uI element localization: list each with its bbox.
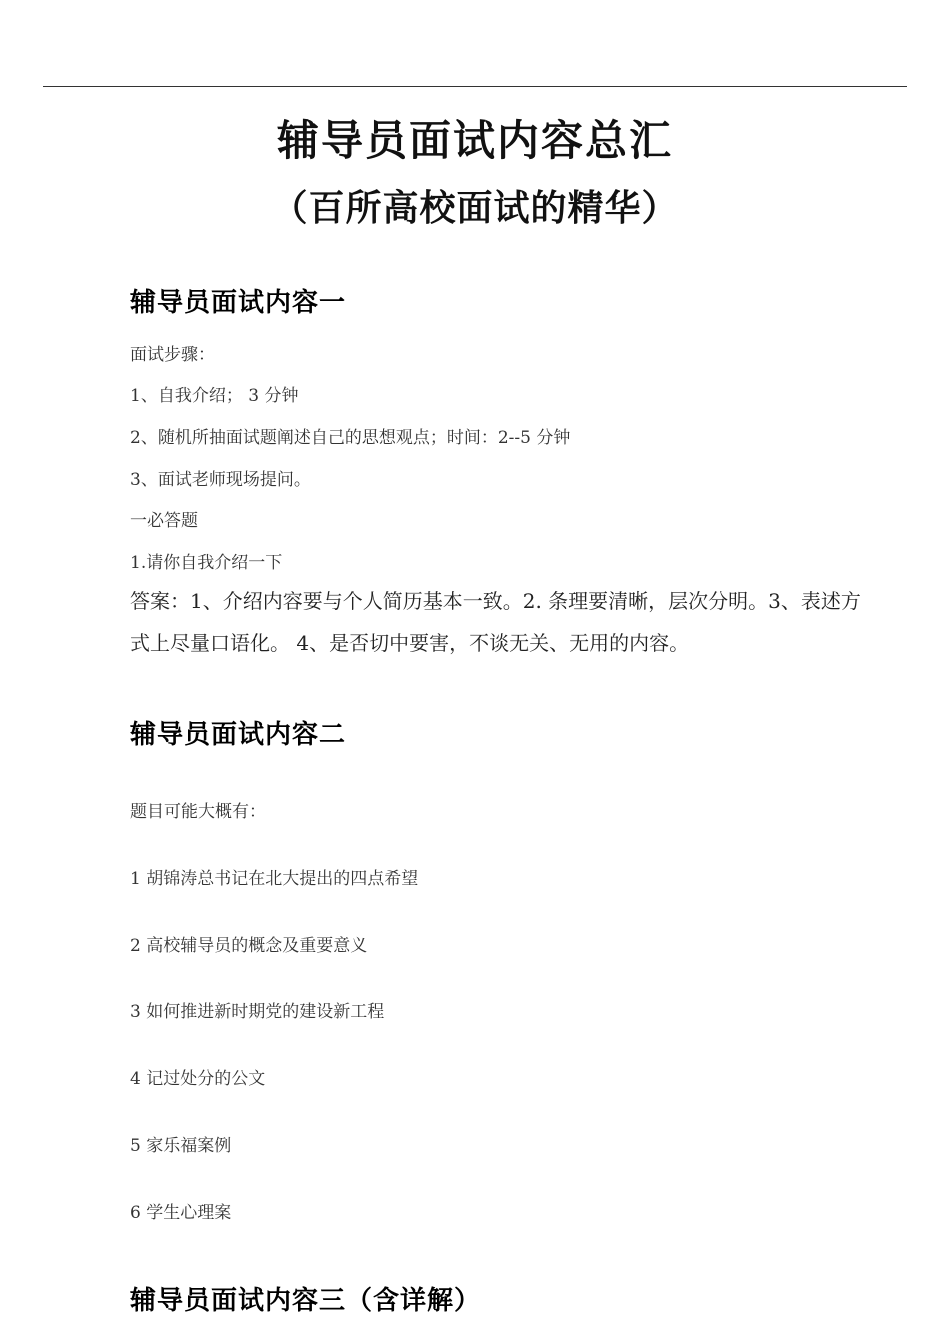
topic-item: 6 学生心理案	[130, 1203, 232, 1223]
topic-item: 5 家乐福案例	[130, 1136, 232, 1156]
question-1: 1.请你自我介绍一下	[130, 553, 283, 573]
steps-label: 面试步骤：	[130, 345, 215, 365]
topic-item: 3 如何推进新时期党的建设新工程	[130, 1002, 385, 1022]
topic-item: 2 高校辅导员的概念及重要意义	[130, 936, 368, 956]
section-1-heading: 辅导员面试内容一	[130, 288, 347, 318]
section-2-heading: 辅导员面试内容二	[130, 720, 347, 750]
document-title: 辅导员面试内容总汇	[276, 116, 673, 165]
answer-paragraph: 答案：1、介绍内容要与个人简历基本一致。2. 条理要清晰，层次分明。3、表述方式上尽量口语化。 4、是否切中要害，不谈无关、无用的内容。	[130, 589, 861, 655]
document-subtitle: （百所高校面试的精华）	[271, 188, 679, 229]
section-3-heading: 辅导员面试内容三（含详解）	[130, 1286, 482, 1316]
step-3: 3、面试老师现场提问。	[130, 470, 311, 490]
topic-item: 4 记过处分的公文	[130, 1069, 266, 1089]
required-question-label: 一必答题	[130, 511, 198, 531]
step-1: 1、自我介绍； 3 分钟	[130, 386, 299, 406]
topics-intro: 题目可能大概有：	[130, 802, 266, 822]
topic-item: 1 胡锦涛总书记在北大提出的四点希望	[130, 869, 419, 889]
step-2: 2、随机所抽面试题阐述自己的思想观点；时间：2--5 分钟	[130, 428, 571, 448]
header-rule	[43, 86, 907, 87]
